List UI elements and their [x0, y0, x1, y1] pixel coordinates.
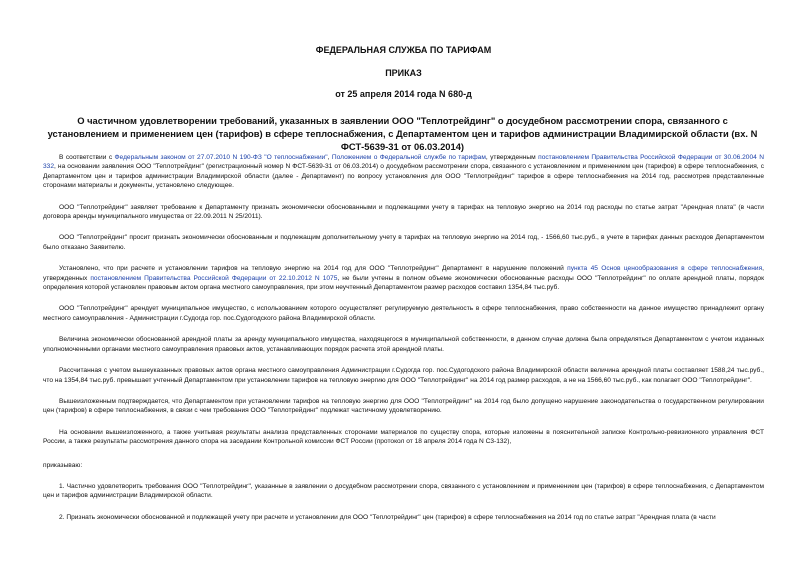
link-federal-law-190[interactable]: Федеральным законом от 27.07.2010 N 190-ФЗ "О теплоснабжении"	[114, 154, 328, 161]
paragraph-8: Вышеизложенным подтверждается, что Департаментом при установлении тарифов на тепловую энергию для ООО "Теплотрейдинг" на 2014 год было допущено нарушение законодательства о государственном регулировании цен (тарифов) в сфере теплоснабжения, в связи с чем требования ООО "Теплотрейдинг" подлежат частичному удовлетворению.	[43, 397, 764, 415]
paragraph-7: Рассчитанная с учетом вышеуказанных правовых актов органа местного самоуправления Администрации г.Судогда гор. пос.Судогодского района Владимирской области величина арендной платы составляет 1588,24 тыс.руб., что на 1354,84 тыс.руб. превышает учтенный Департаментом при установлении тарифов на тепловую энергию для ООО "Теплотрейдинг" на 2014 год размер расходов, а не на 1566,60 тыс.руб., как полагает ООО "Теплотрейдинг".	[43, 367, 764, 384]
document-title: О частичном удовлетворении требований, указанных в заявлении ООО "Теплотрейдинг" о досудебном рассмотрении спора, связанного с установлением и применением цен (тарифов) в сфере теплоснабжения, с Департаментом цен и тарифов администрации Владимирской области (вх. N ФСТ-5639-31 от 06.03.2014)	[47, 115, 758, 152]
paragraph-5: ООО "Теплотрейдинг" арендует муниципальное имущество, с использованием которого осуществляет регулируемую деятельность в сфере теплоснабжения, право собственности на данное имущество принадлежит органу местного самоуправления - Администрации г.Судогда гор. пос.Судогодского района Владимирской области.	[43, 305, 764, 322]
paragraph-order-word: приказываю:	[43, 461, 83, 469]
document-body	[43, 153, 764, 534]
paragraph-3: ООО "Теплотрейдинг" просит признать экономически обоснованным и подлежащим дополнительному учету в тарифах на тепловую энергию на 2014 год, - 1566,60 тыс.руб., в учете в тарифах данных расходов Департаментом было отказано Заявителю.	[43, 234, 764, 251]
link-pricing-basics-item-45[interactable]: пункта 45 Основ ценообразования в сфере теплоснабжения	[567, 265, 763, 273]
p4-text-1: Установлено, что при расчете и установлении тарифов на тепловую энергию на 2014 год для ООО "Теплотрейдинг" Департамент в нарушение положений	[59, 265, 568, 273]
paragraph-2: ООО "Теплотрейдинг" заявляет требование к Департаменту признать экономически обоснованными и подлежащими учету в тарифах на тепловую энергию на 2014 год расходы по статье затрат "Арендная плата" (в части договора аренды муниципального имущества от 22.09.2011 N 25/2011).	[43, 203, 764, 221]
p1-text-2: ,	[327, 154, 332, 161]
p1-text-1: В соответствии с	[59, 154, 115, 161]
document-type: ПРИКАЗ	[385, 68, 422, 78]
paragraph-4	[43, 264, 764, 292]
document-date-number: от 25 апреля 2014 года N 680-д	[335, 89, 472, 99]
link-fst-regulation[interactable]: Положением о Федеральной службе по тарифам	[331, 154, 486, 161]
p4-text-2: , утвержденных	[43, 265, 764, 282]
paragraph-9: На основании вышеизложенного, а также учитывая результаты анализа представленных сторонами материалов по существу спора, которые изложены в пояснительной записке Контрольно-ревизионного управления ФСТ России, а также результаты рассмотрения данного спора на заседании Контрольной комиссии ФСТ России (протокол от 18 апреля 2014 года N С3-132),	[43, 428, 764, 446]
paragraph-1	[43, 153, 764, 191]
paragraph-6: Величина экономически обоснованной арендной платы за аренду муниципального имущества, находящегося в муниципальной собственности, в данном случае должна была определяться Департаментом с учетом изданных уполномоченными органами местного самоуправления правовых актов, устанавливающих порядок расчета этой арендной платы.	[43, 336, 764, 353]
paragraph-item-1: 1. Частично удовлетворить требования ООО "Теплотрейдинг", указанные в заявлении о досудебном рассмотрении спора, связанного с установлением и применением цен (тарифов) в сфере теплоснабжения, с Департаментом цен и тарифов администрации Владимирской области.	[43, 482, 764, 500]
p1-text-4: , на основании заявления ООО "Теплотрейдинг" (регистрационный номер N ФСТ-5639-31 от 06.03.2014) о досудебном рассмотрении спора, связанного с установлением и применением цен (тарифов) в сфере теплоснабжения, с Департаментом цен и тарифов администрации Владимирской области (далее - Департамент) по вопросу установления для ООО "Теплотрейдинг" тарифов в сфере теплоснабжения на 2014 год, рассмотрев представленные сторонами материалы и документы, установлено следующее.	[43, 163, 764, 190]
agency-name: ФЕДЕРАЛЬНАЯ СЛУЖБА ПО ТАРИФАМ	[315, 45, 492, 55]
p4-text-3: , не были учтены в полном объеме экономически обоснованные расходы ООО "Теплотрейдинг" по оплате арендной платы, порядок определения которой установлен правовым актом органа местного самоуправления, при этом неучтенный Департаментом размер расходов составил 1354,84 тыс.руб.	[43, 274, 764, 292]
paragraph-item-2: 2. Признать экономически обоснованной и подлежащей учету при расчете и установлении для ООО "Теплотрейдинг" цен (тарифов) в сфере теплоснабжения на 2014 год по статье затрат "Арендная плата (в части	[59, 513, 716, 521]
link-government-decree-1075[interactable]: постановлением Правительства Российской Федерации от 22.10.2012 N 1075	[90, 274, 338, 282]
p1-text-3: , утвержденным	[485, 154, 539, 161]
link-government-decree-332[interactable]: постановлением Правительства Российской Федерации от 30.06.2004 N 332	[43, 154, 764, 171]
